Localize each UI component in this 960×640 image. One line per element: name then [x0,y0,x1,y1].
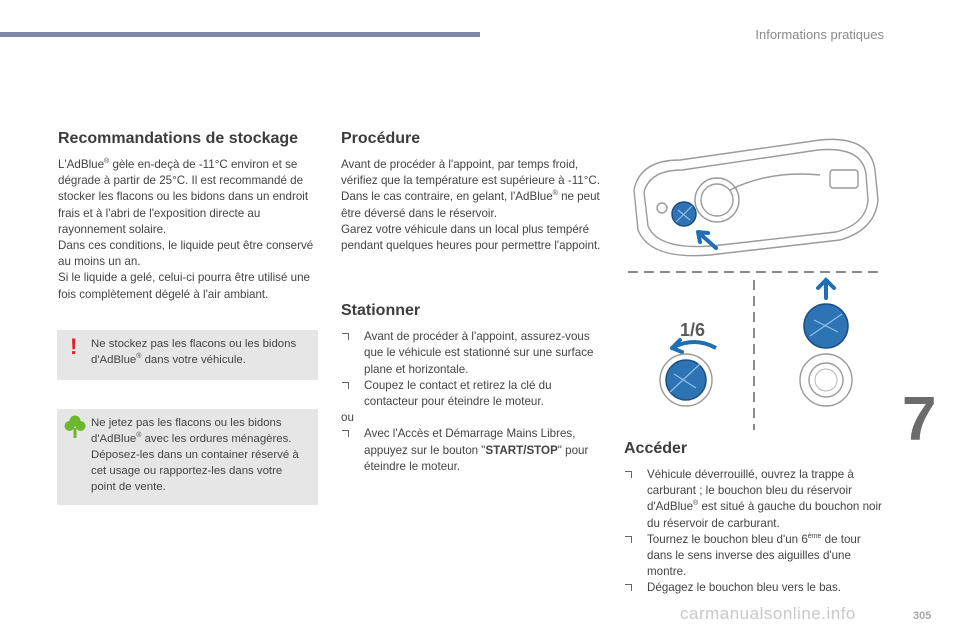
list-item: Avec l'Accès et Démarrage Mains Libres, appuyez sur le bouton "START/STOP" pour éteindre le moteur. [341,426,601,475]
list-item: Avant de procéder à l'appoint, assurez-vous que le véhicule est stationné sur une surface plane et horizontale. [341,329,601,378]
storage-heading: Recommandations de stockage [58,130,299,147]
storage-section [58,130,320,303]
adblue-cap-illustration [620,130,890,430]
list-item: Dégagez le bouchon bleu vers le bas. [624,580,884,596]
procedure-section [341,130,601,475]
arrow-icon [698,232,716,248]
parking-list [341,329,601,475]
pull-arrow-icon [818,280,834,298]
or-text: ou [341,411,354,425]
fraction-label: 1/6 [680,320,706,340]
page-number: 305 [913,610,932,622]
section-title: Informations pratiques [755,27,884,42]
procedure-text: Avant de procéder à l'appoint, par temps froid, vérifiez que la température est supérieure à -11°C. Dans le cas contraire, en gelant, l'AdBlue® ne peut être déversé dans le réservoir. Garez votre véhicule dans un local plus tempéré pendant quelques heures pour permettre l'appoint. [341,158,601,253]
list-item: Coupez le contact et retirez la clé du contacteur pour éteindre le moteur. [341,378,601,410]
list-item: Tournez le bouchon bleu d'un 6ème de tour dans le sens inverse des aiguilles d'une montre. [624,532,884,581]
warning-icon: ! [70,334,78,359]
watermark: carmanualsonline.info [680,604,856,623]
chapter-number: 7 [902,385,937,454]
procedure-heading: Procédure [341,130,421,147]
access-list [624,467,884,597]
warning-note: ! Ne stockez pas les flacons ou les bidons d'AdBlue® dans votre véhicule. [57,330,318,380]
eco-note: Ne jetez pas les flacons ou les bidons d'AdBlue® avec les ordures ménagères. Déposez-les dans un container réservé à cet usage ou rapportez-les dans votre point de vente. [57,409,318,505]
fuel-flap-drawing [634,139,878,255]
tree-icon [64,414,86,440]
parking-heading: Stationner [341,302,421,320]
access-heading: Accéder [624,440,688,457]
header-accent-bar [0,32,480,37]
storage-text: L'AdBlue® gèle en-deçà de -11°C environ et se dégrade à partir de 25°C. Il est recommandé de stocker les flacons ou les bidons dans un endroit frais et à l'abri de l'exposition directe au rayonnement solaire. Dans ces conditions, le liquide peut être conservé au moins un an. Si le liquide a gelé, celui-ci pourra être utilisé une fois complètement dégelé à l'air ambiant. [58,158,314,301]
list-item: Véhicule déverrouillé, ouvrez la trappe à carburant ; le bouchon bleu du réservoir d'AdBlue® est situé à gauche du bouchon noir du réservoir de carburant. [624,467,884,532]
access-section [624,440,884,597]
